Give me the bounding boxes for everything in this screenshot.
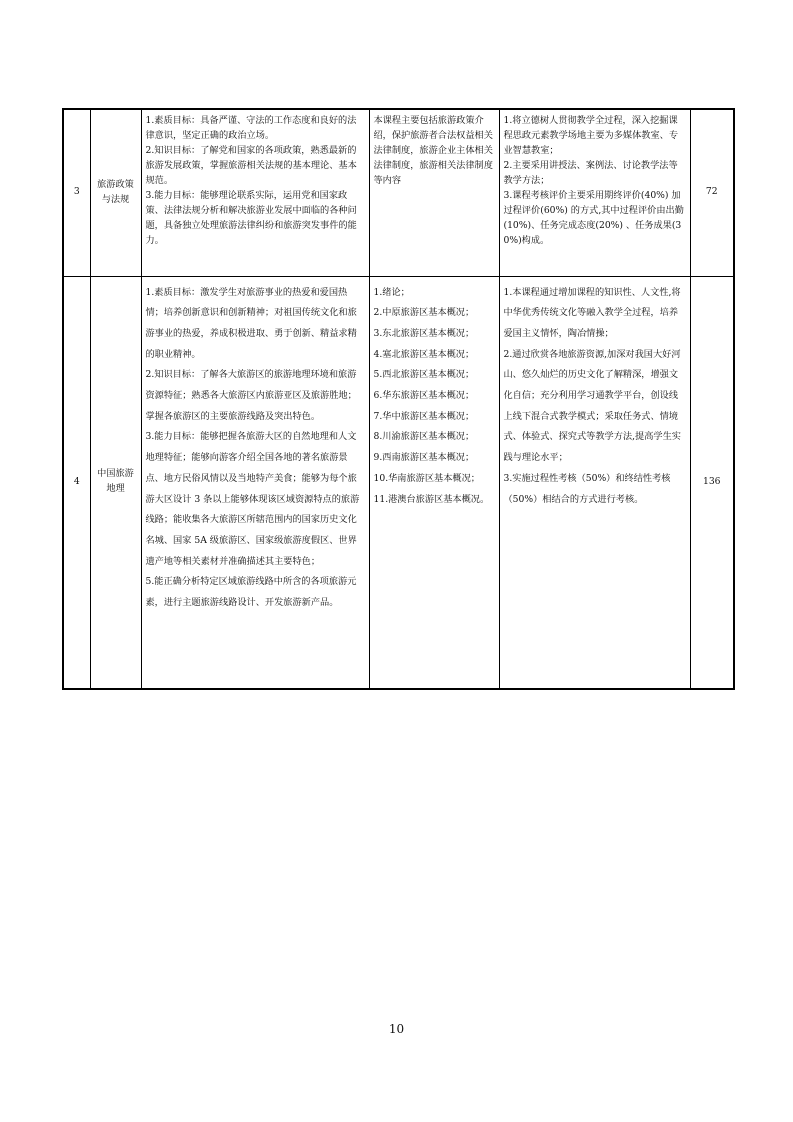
requirement-item: 1.将立德树人贯彻教学全过程，深入挖掘课程思政元素教学场地主要为多媒体教室、专业智慧教室； [503, 115, 679, 156]
course-name: 中国旅游地理 [90, 276, 141, 689]
course-objectives [141, 276, 369, 689]
curriculum-table [62, 108, 735, 690]
content-item: 7.华中旅游区基本概况； [373, 410, 475, 422]
course-hours: 72 [690, 109, 734, 276]
requirement-item: 2.通过欣赏各地旅游资源,加深对我国大好河山、悠久灿烂的历史文化了解精深，增强文化自信；充分利用学习通教学平台，创设线上线下混合式教学模式；采取任务式、情境式、体验式、探究式等教学方法,提高学生实践与理论水平； [503, 348, 681, 464]
teaching-requirements [499, 276, 690, 689]
course-hours: 136 [690, 276, 734, 689]
objective-item: 2.知识目标：了解各大旅游区的旅游地理环境和旅游资源特征；熟悉各大旅游区内旅游亚区及旅游胜地；掌握各旅游区的主要旅游线路及突出特色。 [145, 369, 357, 422]
content-item: 1.绪论； [373, 286, 410, 298]
requirement-item: 2.主要采用讲授法、案例法、讨论教学法等教学方法； [503, 160, 678, 186]
objective-item: 1.素质目标：激发学生对旅游事业的热爱和爱国热情；培养创新意识和创新精神；对祖国传统文化和旅游事业的热爱，养成积极进取、勇于创新、精益求精的职业精神。 [145, 286, 357, 360]
course-name: 旅游政策与法规 [90, 109, 141, 276]
content-item: 2.中原旅游区基本概况； [373, 307, 475, 319]
page-number: 10 [388, 1022, 405, 1036]
course-objectives [141, 109, 369, 276]
content-item: 4.塞北旅游区基本概况； [373, 348, 475, 360]
content-item: 5.西北旅游区基本概况； [373, 369, 475, 381]
requirement-item: 3.实施过程性考核（50%）和终结性考核（50%）相结合的方式进行考核。 [503, 472, 671, 505]
requirement-item: 1.本课程通过增加课程的知识性、人文性,将中华优秀传统文化等融入教学全过程，培养爱国主义情怀，陶冶情操； [503, 286, 681, 339]
course-content [369, 276, 499, 689]
course-content [369, 109, 499, 276]
table-row [63, 276, 734, 689]
teaching-requirements [499, 109, 690, 276]
content-item: 10.华南旅游区基本概况； [373, 472, 480, 484]
course-number: 3 [63, 109, 90, 276]
content-item: 6.华东旅游区基本概况； [373, 390, 475, 402]
objective-item: 3.能力目标：能够把握各旅游大区的自然地理和人文地理特征；能够向游客介绍全国各地的著名旅游景点、地方民俗风情以及当地特产美食；能够为每个旅游大区设计 3 条以上能够体现该区域资源特点的旅游线路；能收集各大旅游区所辖范围内的国家历史文化名城、国家 5A 级旅游区、国家级旅游度假区、世界遗产地等相关素材并准确描述其主要特色； [145, 431, 360, 567]
content-item: 9.西南旅游区基本概况； [373, 452, 475, 464]
course-number: 4 [63, 276, 90, 689]
content-item: 8.川渝旅游区基本概况； [373, 431, 475, 443]
content-item: 11.港澳台旅游区基本概况。 [373, 493, 490, 505]
table-row [63, 109, 734, 276]
objective-item: 2.知识目标：了解党和国家的各项政策，熟悉最新的旅游发展政策，掌握旅游相关法规的基本理论、基本规范。 [145, 145, 357, 186]
objective-item: 1.素质目标：具备严谨、守法的工作态度和良好的法律意识，坚定正确的政治立场。 [145, 115, 357, 141]
objective-item: 5.能正确分析特定区域旅游线路中所含的各项旅游元素，进行主题旅游线路设计、开发旅游新产品。 [145, 576, 357, 609]
objective-item: 3.能力目标：能够理论联系实际，运用党和国家政策、法律法规分析和解决旅游业发展中面临的各种问题，具备独立处理旅游法律纠纷和旅游突发事件的能力。 [145, 190, 357, 246]
content-item: 3.东北旅游区基本概况； [373, 327, 475, 339]
requirement-item: 3.课程考核评价主要采用期终评价(40%) 加过程评价(60%) 的方式,其中过程评价由出勤(10%)、任务完成态度(20%) 、任务成果(30%)构成。 [503, 190, 684, 246]
content-item: 本课程主要包括旅游政策介绍，保护旅游者合法权益相关法律制度，旅游企业主体相关法律制度，旅游相关法律制度等内容 [373, 115, 493, 186]
